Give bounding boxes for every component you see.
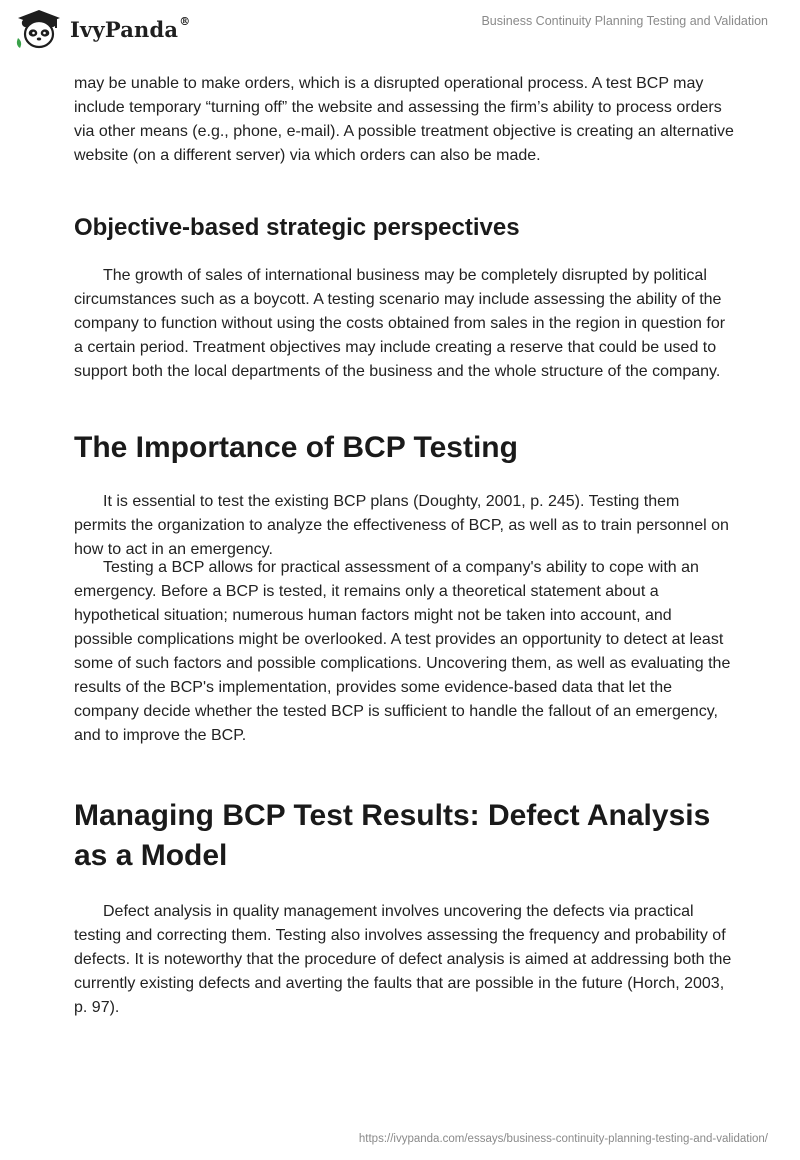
paragraph-importance-1: It is essential to test the existing BCP plans (Doughty, 2001, p. 245). Testing them permits the organization to analyze the effectiveness of BCP, as well as to train personnel on how to act in an emergency.	[74, 493, 729, 558]
section-heading-objective-based: Objective-based strategic perspectives	[74, 214, 520, 241]
document-title: Business Continuity Planning Testing and Validation	[481, 14, 768, 28]
section-heading-importance: The Importance of BCP Testing	[74, 431, 518, 464]
intro-paragraph: may be unable to make orders, which is a disrupted operational process. A test BCP may include temporary “turning off” the website and assessing the firm’s ability to process orders via other means (e.g., phone, e-mail). A possible treatment objective is creating an alternative website (on a different server) via which orders can also be made.	[74, 75, 734, 164]
section-heading-defect-analysis: Managing BCP Test Results: Defect Analysis as a Model	[74, 799, 711, 872]
panda-graduate-icon	[14, 8, 64, 50]
brand-name: IvyPanda®	[70, 14, 191, 42]
paragraph-objective-based: The growth of sales of international business may be completely disrupted by political circumstances such as a boycott. A testing scenario may include assessing the ability of the company to function without using the costs obtained from sales in the region in question for a certain period. Treatment objectives may include creating a reserve that could be used to support both the local departments of the business and the whole structure of the company.	[74, 267, 726, 380]
paragraph-defect-analysis: Defect analysis in quality management involves uncovering the defects via practical testing and correcting them. Testing also involves assessing the frequency and probability of defects. It is noteworthy that the procedure of defect analysis is aimed at addressing both the currently existing defects and averting the faults that are possible in the future (Horch, 2003, p. 97).	[74, 903, 732, 1016]
ivypanda-logo[interactable]	[14, 8, 190, 50]
page-header	[0, 0, 800, 64]
paragraph-importance-2: Testing a BCP allows for practical assessment of a company's ability to cope with an emergency. Before a BCP is tested, it remains only a theoretical statement about a hypothetical situation; numerous human factors might not be taken into account, and possible complications might be overlooked. A test provides an opportunity to detect at least some of such factors and possible complications. Uncovering them, as well as evaluating the results of the BCP's implementation, provides some evidence-based data that let the company decide whether the tested BCP is sufficient to handle the fallout of an emergency, and to improve the BCP.	[74, 559, 731, 744]
source-url[interactable]: https://ivypanda.com/essays/business-continuity-planning-testing-and-validation/	[358, 1133, 768, 1145]
